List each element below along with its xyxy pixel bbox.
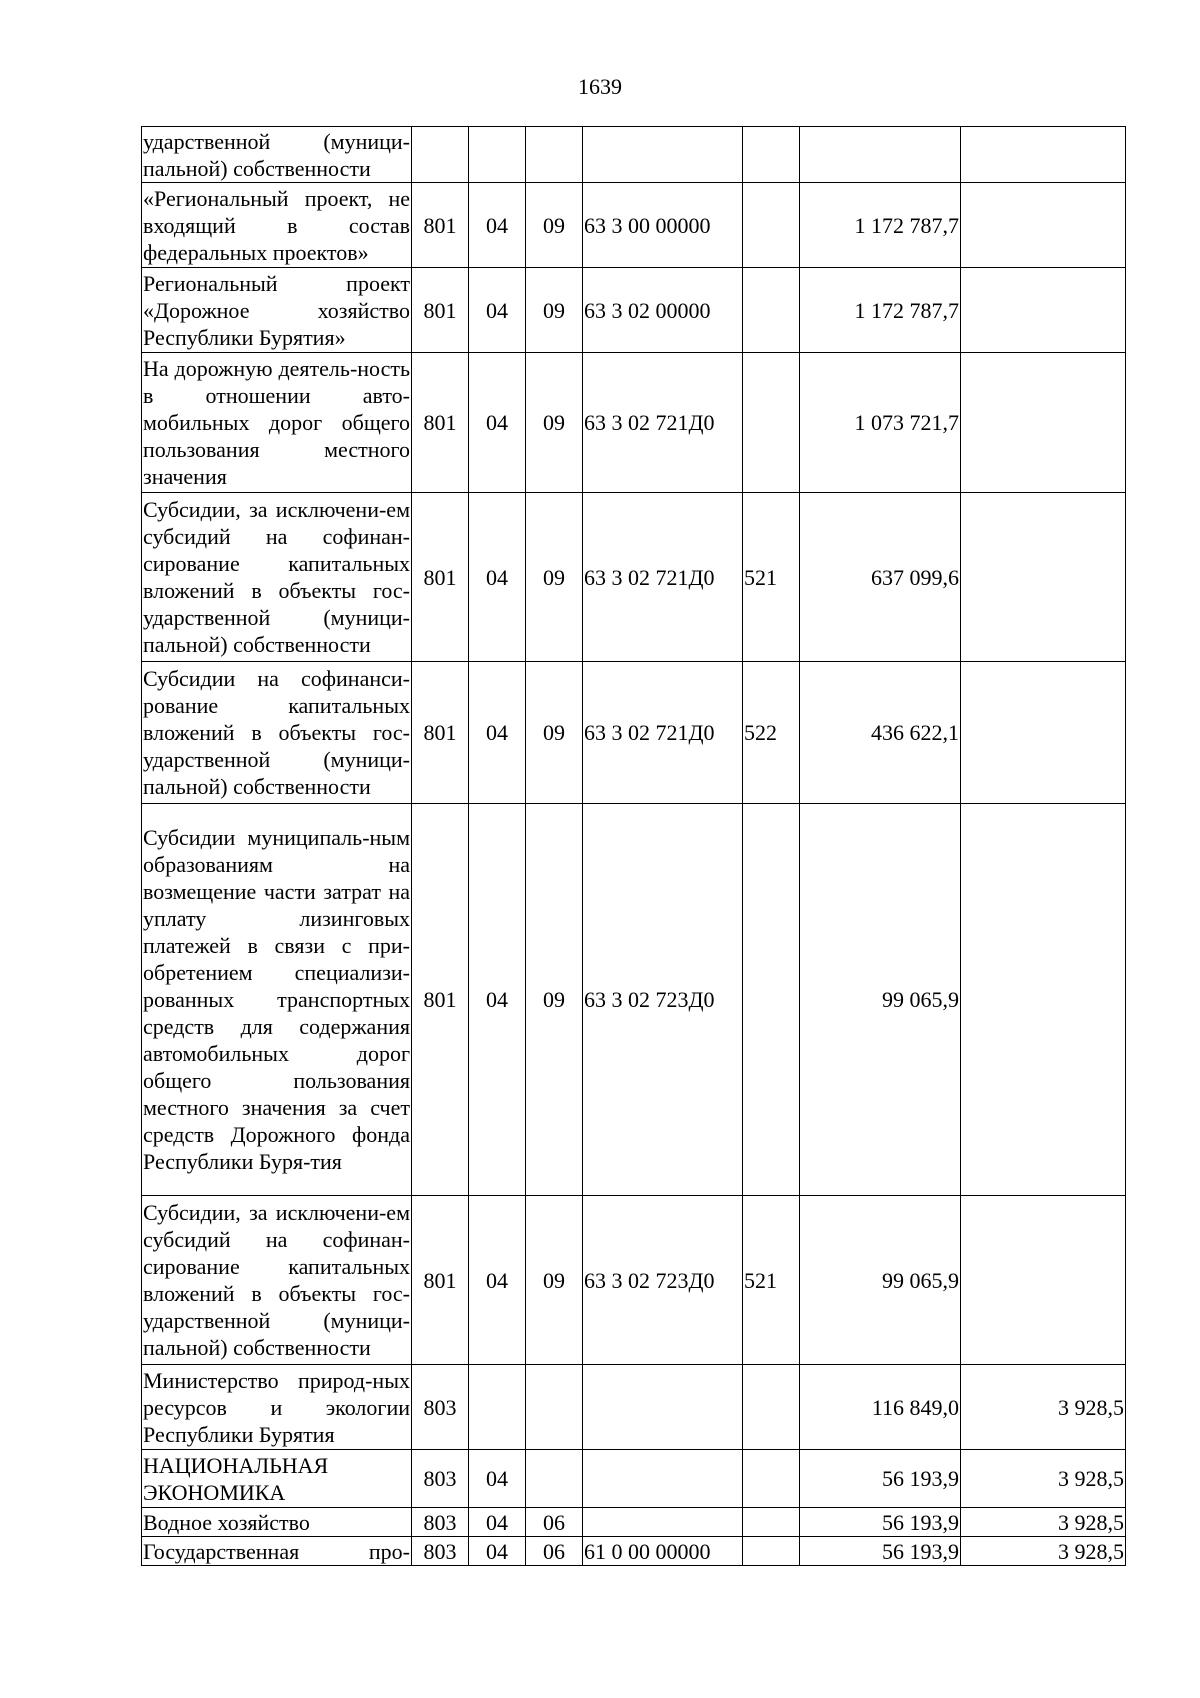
row-name: Субсидии на софинанси-рование капитальных вложений в объекты гос-ударственной (муници-пальной) собственности bbox=[142, 662, 412, 804]
expense-type-code bbox=[743, 268, 800, 353]
expense-type-code bbox=[743, 804, 800, 1196]
expense-type-code: 522 bbox=[743, 662, 800, 804]
amount-total: 56 193,9 bbox=[800, 1537, 961, 1566]
expense-type-code bbox=[743, 1508, 800, 1537]
section-code: 04 bbox=[469, 268, 526, 353]
amount-secondary: 3 928,5 bbox=[961, 1450, 1126, 1508]
expense-type-code: 521 bbox=[743, 493, 800, 662]
subsection-code: 09 bbox=[526, 353, 583, 493]
section-code: 04 bbox=[469, 183, 526, 268]
grbs-code: 801 bbox=[412, 1196, 469, 1365]
page-number: 1639 bbox=[578, 74, 622, 99]
subsection-code: 09 bbox=[526, 662, 583, 804]
grbs-code: 801 bbox=[412, 804, 469, 1196]
grbs-code: 803 bbox=[412, 1450, 469, 1508]
row-name: Министерство природ-ных ресурсов и экологии Республики Бурятия bbox=[142, 1365, 412, 1450]
expense-type-code bbox=[743, 183, 800, 268]
target-article-code bbox=[583, 127, 743, 183]
grbs-code: 801 bbox=[412, 493, 469, 662]
amount-secondary bbox=[961, 127, 1126, 183]
amount-secondary bbox=[961, 268, 1126, 353]
table-row bbox=[142, 1450, 1126, 1508]
grbs-code bbox=[412, 127, 469, 183]
subsection-code: 09 bbox=[526, 493, 583, 662]
expense-type-code bbox=[743, 1537, 800, 1566]
subsection-code: 09 bbox=[526, 804, 583, 1196]
row-name: На дорожную деятель-ность в отношении авто-мобильных дорог общего пользования местного значения bbox=[142, 353, 412, 493]
amount-secondary bbox=[961, 183, 1126, 268]
grbs-code: 801 bbox=[412, 662, 469, 804]
target-article-code bbox=[583, 1508, 743, 1537]
grbs-code: 801 bbox=[412, 183, 469, 268]
subsection-code bbox=[526, 127, 583, 183]
row-name: Региональный проект «Дорожное хозяйство Республики Бурятия» bbox=[142, 268, 412, 353]
table-row bbox=[142, 353, 1126, 493]
expense-type-code bbox=[743, 1450, 800, 1508]
expense-type-code: 521 bbox=[743, 1196, 800, 1365]
grbs-code: 803 bbox=[412, 1365, 469, 1450]
target-article-code: 63 3 02 721Д0 bbox=[583, 662, 743, 804]
amount-secondary bbox=[961, 1196, 1126, 1365]
row-name: НАЦИОНАЛЬНАЯ ЭКОНОМИКА bbox=[142, 1450, 412, 1508]
row-name: «Региональный проект, не входящий в состав федеральных проектов» bbox=[142, 183, 412, 268]
subsection-code: 06 bbox=[526, 1508, 583, 1537]
table-row bbox=[142, 804, 1126, 1196]
table-row bbox=[142, 1508, 1126, 1537]
grbs-code: 803 bbox=[412, 1537, 469, 1566]
row-name: Субсидии, за исключени-ем субсидий на софинан-сирование капитальных вложений в объекты гос-ударственной (муници-пальной) собственности bbox=[142, 493, 412, 662]
amount-total: 56 193,9 bbox=[800, 1450, 961, 1508]
section-code: 04 bbox=[469, 1450, 526, 1508]
table-row bbox=[142, 268, 1126, 353]
row-name: ударственной (муници-пальной) собственности bbox=[143, 128, 410, 181]
amount-total bbox=[800, 127, 961, 183]
target-article-code: 63 3 02 00000 bbox=[583, 268, 743, 353]
grbs-code: 801 bbox=[412, 353, 469, 493]
amount-secondary bbox=[961, 804, 1126, 1196]
amount-total: 99 065,9 bbox=[800, 1196, 961, 1365]
amount-total: 1 073 721,7 bbox=[800, 353, 961, 493]
grbs-code: 801 bbox=[412, 268, 469, 353]
subsection-code: 09 bbox=[526, 268, 583, 353]
table-row bbox=[142, 1537, 1126, 1566]
table-row bbox=[142, 1365, 1126, 1450]
section-code: 04 bbox=[469, 804, 526, 1196]
amount-secondary bbox=[961, 493, 1126, 662]
amount-secondary bbox=[961, 662, 1126, 804]
section-code: 04 bbox=[469, 1508, 526, 1537]
expense-type-code bbox=[743, 1365, 800, 1450]
row-name: Субсидии муниципаль-ным образованиям на возмещение части затрат на уплату лизинговых платежей в связи с при-обретением специализи-рованных транспортных средств для содержания автомобильных дорог общего пользования местного значения за счет средств Дорожного фонда Республики Буря-тия bbox=[142, 804, 412, 1196]
table-row bbox=[142, 662, 1126, 804]
target-article-code: 63 3 02 723Д0 bbox=[583, 804, 743, 1196]
amount-total: 1 172 787,7 bbox=[800, 268, 961, 353]
table-row bbox=[142, 493, 1126, 662]
amount-secondary bbox=[961, 353, 1126, 493]
amount-total: 99 065,9 bbox=[800, 804, 961, 1196]
amount-total: 56 193,9 bbox=[800, 1508, 961, 1537]
table-row bbox=[142, 127, 1126, 183]
amount-total: 637 099,6 bbox=[800, 493, 961, 662]
section-code: 04 bbox=[469, 1537, 526, 1566]
budget-table bbox=[141, 126, 1126, 1566]
row-name: Водное хозяйство bbox=[142, 1508, 412, 1537]
subsection-code: 09 bbox=[526, 183, 583, 268]
grbs-code: 803 bbox=[412, 1508, 469, 1537]
target-article-code: 63 3 00 00000 bbox=[583, 183, 743, 268]
amount-total: 436 622,1 bbox=[800, 662, 961, 804]
target-article-code: 63 3 02 723Д0 bbox=[583, 1196, 743, 1365]
row-name: Государственная про- bbox=[143, 1538, 410, 1564]
subsection-code: 06 bbox=[526, 1537, 583, 1566]
amount-secondary: 3 928,5 bbox=[961, 1508, 1126, 1537]
amount-total: 116 849,0 bbox=[800, 1365, 961, 1450]
subsection-code: 09 bbox=[526, 1196, 583, 1365]
amount-secondary: 3 928,5 bbox=[961, 1365, 1126, 1450]
amount-total: 1 172 787,7 bbox=[800, 183, 961, 268]
expense-type-code bbox=[743, 353, 800, 493]
target-article-code: 63 3 02 721Д0 bbox=[583, 493, 743, 662]
table-row bbox=[142, 183, 1126, 268]
section-code bbox=[469, 1365, 526, 1450]
section-code: 04 bbox=[469, 1196, 526, 1365]
section-code bbox=[469, 127, 526, 183]
target-article-code bbox=[583, 1365, 743, 1450]
target-article-code: 63 3 02 721Д0 bbox=[583, 353, 743, 493]
expense-type-code bbox=[743, 127, 800, 183]
target-article-code: 61 0 00 00000 bbox=[583, 1537, 743, 1566]
section-code: 04 bbox=[469, 493, 526, 662]
subsection-code bbox=[526, 1450, 583, 1508]
amount-secondary: 3 928,5 bbox=[961, 1537, 1126, 1566]
table-row bbox=[142, 1196, 1126, 1365]
section-code: 04 bbox=[469, 353, 526, 493]
section-code: 04 bbox=[469, 662, 526, 804]
target-article-code bbox=[583, 1450, 743, 1508]
row-name: Субсидии, за исключени-ем субсидий на софинан-сирование капитальных вложений в объекты гос-ударственной (муници-пальной) собственности bbox=[142, 1196, 412, 1365]
subsection-code bbox=[526, 1365, 583, 1450]
